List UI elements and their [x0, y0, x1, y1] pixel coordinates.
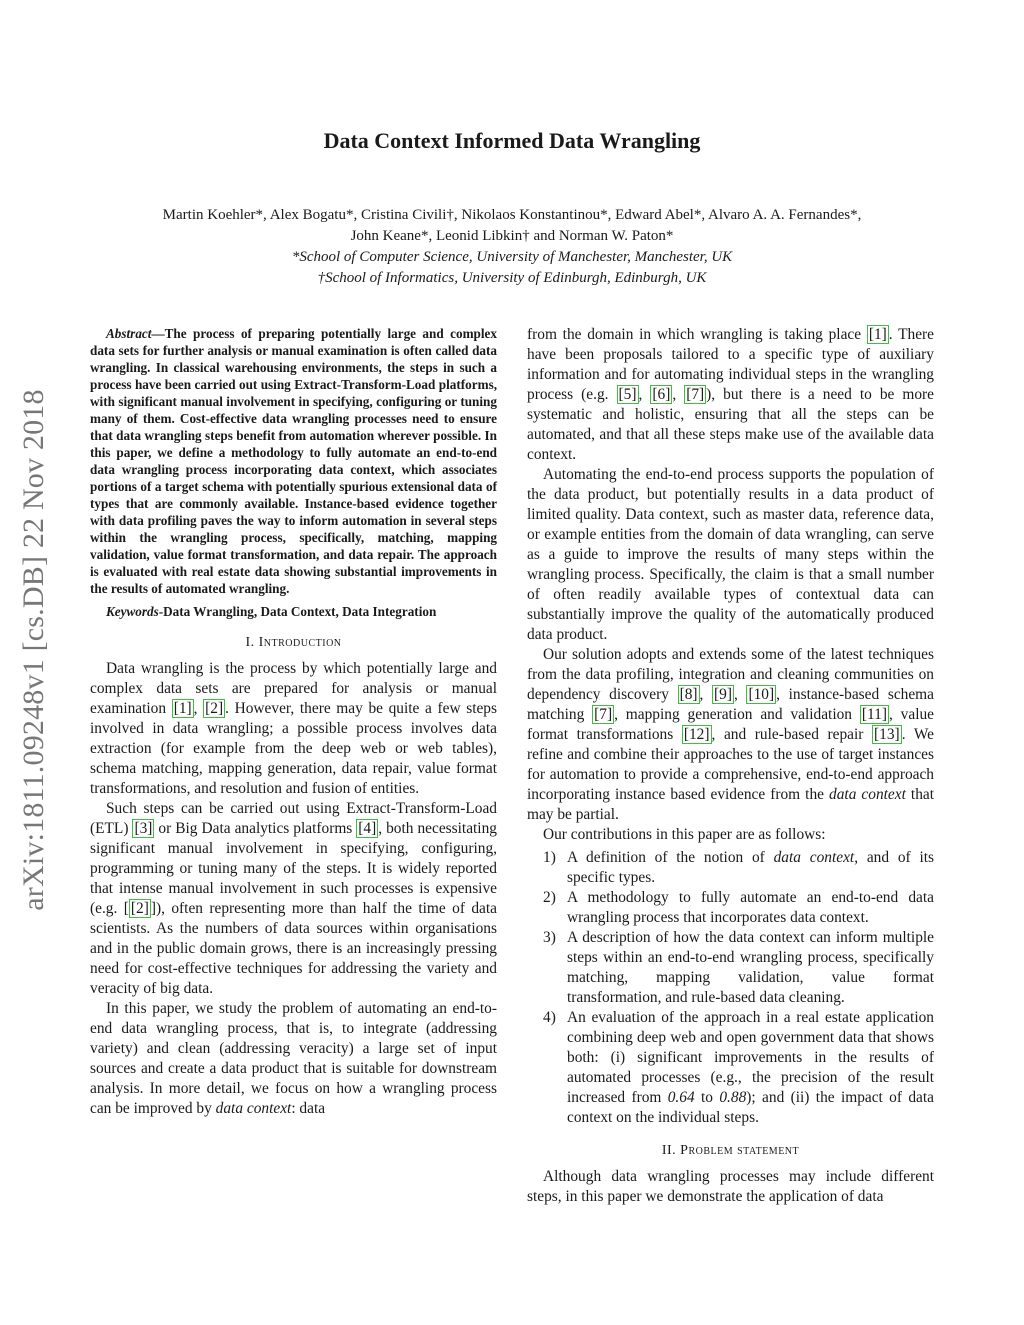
citation-link[interactable]: [13] [874, 726, 900, 743]
left-column [90, 325, 497, 1119]
citation-link[interactable]: [7] [686, 386, 705, 403]
affiliation-edinburgh: †School of Informatics, University of Edinburgh, Edinburgh, UK [317, 270, 707, 286]
citation-link[interactable]: [8] [679, 686, 698, 703]
citation-link[interactable]: [12] [683, 726, 710, 743]
paragraph: Data wrangling is the process by which potentially large and complex data sets are prepared for analysis or manual examination [1] , [2] . However, there may be quite a few steps involved in data wrangling; a possible process involves data extraction (for example from the deep web or web tables), schema matching, mapping generation, data repair, value format transformations, and resolution and fusion of entities. [90, 660, 497, 797]
paper-title: Data Context Informed Data Wrangling [323, 128, 701, 153]
keywords [90, 603, 497, 620]
arxiv-identifier: arXiv:1811.09248v1 [cs.DB] 22 Nov 2018 [17, 389, 50, 911]
section-title: Introduction [258, 635, 342, 650]
keywords-text: -Data Wrangling, Data Context, Data Integration [158, 604, 437, 619]
section-heading-introduction [90, 633, 497, 653]
list-item: 3) A description of how the data context can inform multiple steps within an end-to-end wrangling process, specifically matching, mapping validation, value format transformation, and rule-based data cleaning. [543, 929, 934, 1006]
paragraph: Automating the end-to-end process supports the population of the data product, but potentially results in a data product of limited quality. Data context, such as master data, reference data, or example entities from the domain of data wrangling, can serve as a guide to improve the results of many steps within the wrangling process. Specifically, the claim is that a small number of often readily available types of contextual data can substantially improve the quality of the automatically produced data product. [527, 466, 934, 643]
paragraph: Although data wrangling processes may include different steps, in this paper we demonstrate the application of data [527, 1168, 934, 1205]
abstract [90, 325, 497, 597]
abstract-text: —The process of preparing potentially large and complex data sets for further analysis or manual examination is often called data wrangling. In classical warehousing environments, the steps in such a process have been carried out using Extract-Transform-Load platforms, with significant manual involvement in specifying, configuring or tuning many of them. Cost-effective data wrangling processes need to ensure that data wrangling steps benefit from automation wherever possible. In this paper, we define a methodology to fully automate an end-to-end data wrangling process incorporating data context, which associates portions of a target schema with potentially spurious extensional data of types that are commonly available. Instance-based evidence together with data profiling paves the way to inform automation in several steps within the wrangling process, specifically, matching, mapping validation, value format transformation, and data repair. The approach is evaluated with real estate data showing substantial improvements in the results of automated wrangling. [90, 326, 497, 596]
arxiv-sidebar [14, 340, 54, 960]
citation-link[interactable]: [9] [714, 686, 732, 703]
paragraph: from the domain in which wrangling is taking place [1] . There have been proposals tailored to a specific type of auxiliary information and for automating individual steps in the wrangling process (e.g. [5] , [6] , [7] ), but there is a need to be more systematic and holistic, ensuring that all the steps can be automated, and that all these steps make use of the available data context. [527, 326, 934, 463]
citation-link[interactable]: [3] [134, 820, 153, 837]
citation-link[interactable]: [5] [618, 386, 637, 403]
right-column [527, 325, 934, 1207]
section-number: II. [661, 1143, 677, 1158]
citation-link[interactable]: [10] [748, 686, 775, 703]
contributions-list [527, 848, 934, 1128]
keywords-label: Keywords [106, 604, 159, 619]
citation-link[interactable]: [1] [173, 700, 192, 717]
citation-link[interactable]: [4] [358, 820, 377, 837]
citation-link[interactable]: [11] [861, 706, 887, 723]
paragraph: Such steps can be carried out using Extract-Transform-Load (ETL) [3] or Big Data analytics platforms [4] , both necessitating significant manual involvement in specifying, configuring, programming or tuning many of the steps. It is widely reported that intense manual involvement in such processes is expensive (e.g. [ [2] ]), often representing more than half the time of data scientists. As the numbers of data sources within organisations and in the public domain grows, there is an increasingly pressing need for cost-effective techniques for addressing the variety and veracity of big data. [90, 800, 497, 997]
paragraph: Our contributions in this paper are as follows: [543, 826, 826, 843]
section-number: I. [245, 635, 255, 650]
author-list-line-1: Martin Koehler*, Alex Bogatu*, Cristina Civili†, Nikolaos Konstantinou*, Edward Abel*, Alvaro A. A. Fernandes*, [162, 207, 862, 223]
list-item: 4) An evaluation of the approach in a real estate application combining deep web and open government data that shows both: (i) significant improvements in the results of automated processes (e.g., the precision of the result increased from 0.64 to 0.88); and (ii) the impact of data context on the individual steps. [543, 1009, 934, 1126]
citation-link[interactable]: [6] [652, 386, 671, 403]
section-heading-problem-statement [527, 1141, 934, 1161]
citation-link[interactable]: [2] [130, 900, 149, 917]
author-list-line-2: John Keane*, Leonid Libkin† and Norman W. Paton* [350, 228, 674, 244]
paragraph: Our solution adopts and extends some of the latest techniques from the data profiling, integration and cleaning communities on dependency discovery [8] , [9] , [10] , instance-based schema matching [7] , mapping generation and validation [11] , value format transformations [12] , and rule-based repair [13] . We refine and combine their approaches to the use of target instances for automation to provide a comprehensive, end-to-end approach incorporating instance based evidence from the data context that may be partial. [527, 646, 934, 823]
citation-link[interactable]: [1] [868, 326, 887, 343]
list-item: 1) A definition of the notion of data context, and of its specific types. [543, 849, 934, 886]
list-item: 2) A methodology to fully automate an end-to-end data wrangling process that incorporates data context. [543, 889, 934, 926]
abstract-label: Abstract [106, 326, 152, 341]
affiliation-manchester: *School of Computer Science, University of Manchester, Manchester, UK [291, 249, 733, 265]
citation-link[interactable]: [7] [594, 706, 613, 723]
author-block [80, 205, 944, 289]
section-title: Problem statement [680, 1143, 800, 1158]
paragraph: In this paper, we study the problem of automating an end-to-end data wrangling process, that is, to integrate (addressing variety) and clean (addressing veracity) a large set of input sources and create a data product that is suitable for downstream analysis. In more detail, we focus on how a wrangling process can be improved by data context: data [90, 1000, 497, 1117]
citation-link[interactable]: [2] [205, 700, 224, 717]
